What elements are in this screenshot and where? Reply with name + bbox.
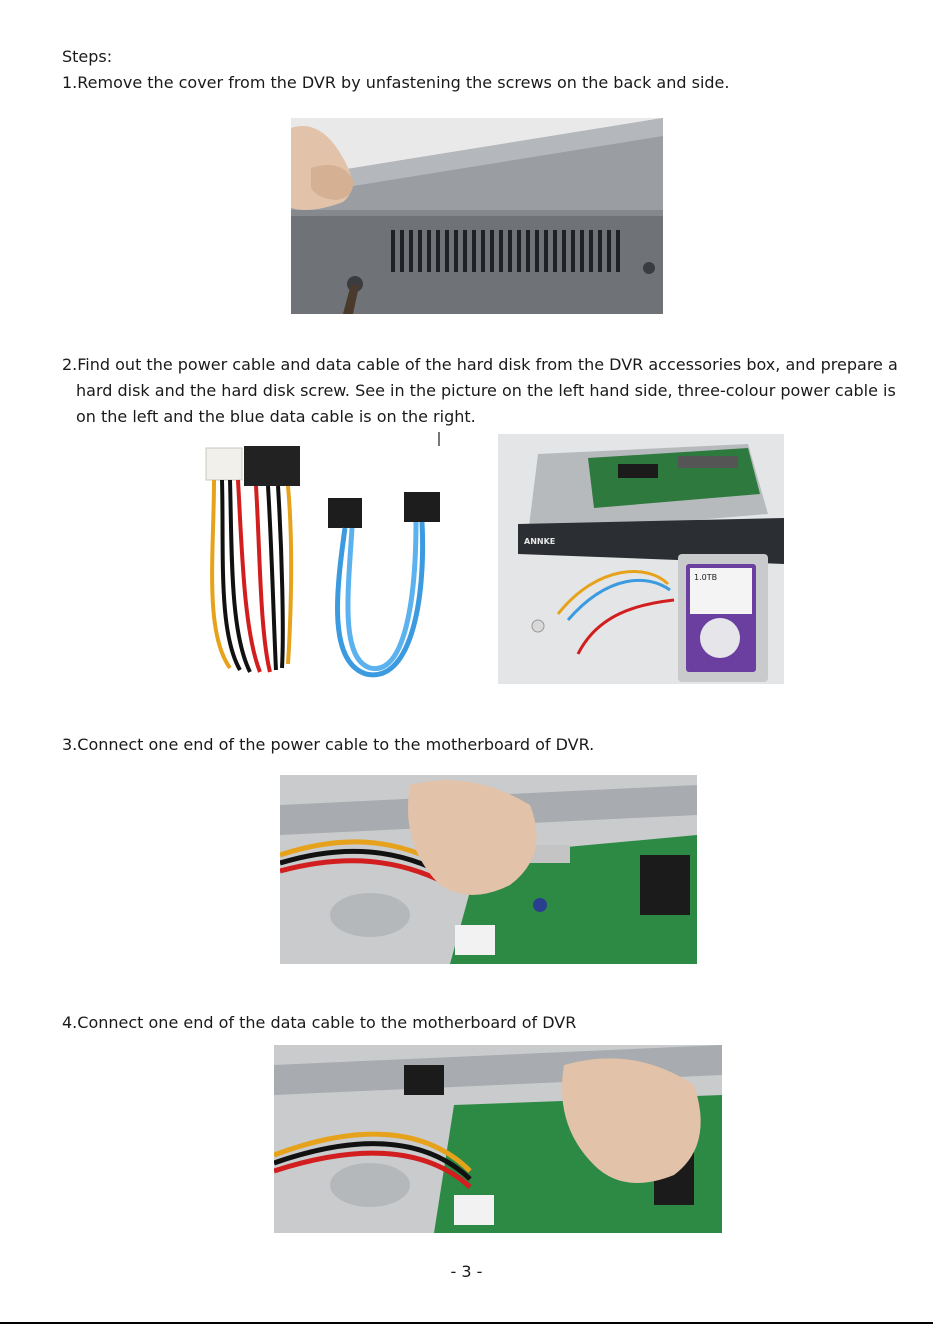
step-2-text-line-2: hard disk and the hard disk screw. See in the picture on the left hand side, three-colour power cable is bbox=[76, 381, 896, 400]
data-cable-connect-photo bbox=[274, 1045, 722, 1233]
step-2-text-line-1: 2.Find out the power cable and data cable of the hard disk from the DVR accessories box, and prepare a bbox=[62, 355, 898, 374]
step-2-text-line-3: on the left and the blue data cable is on the right. bbox=[76, 407, 476, 426]
step-4-text: 4.Connect one end of the data cable to the motherboard of DVR bbox=[62, 1013, 577, 1032]
power-cable-connect-photo bbox=[280, 775, 697, 964]
dvr-open-with-hdd-photo bbox=[498, 434, 784, 684]
dvr-cover-photo bbox=[291, 118, 663, 314]
steps-heading: Steps: bbox=[62, 47, 113, 66]
brand-label: ANNKE bbox=[524, 537, 556, 546]
hdd-capacity-label: 1.0TB bbox=[694, 573, 718, 582]
cables-photo bbox=[190, 432, 452, 682]
page-number: - 3 - bbox=[450, 1262, 483, 1281]
step-1-text: 1.Remove the cover from the DVR by unfastening the screws on the back and side. bbox=[62, 73, 730, 92]
step-3-text: 3.Connect one end of the power cable to the motherboard of DVR. bbox=[62, 735, 595, 754]
